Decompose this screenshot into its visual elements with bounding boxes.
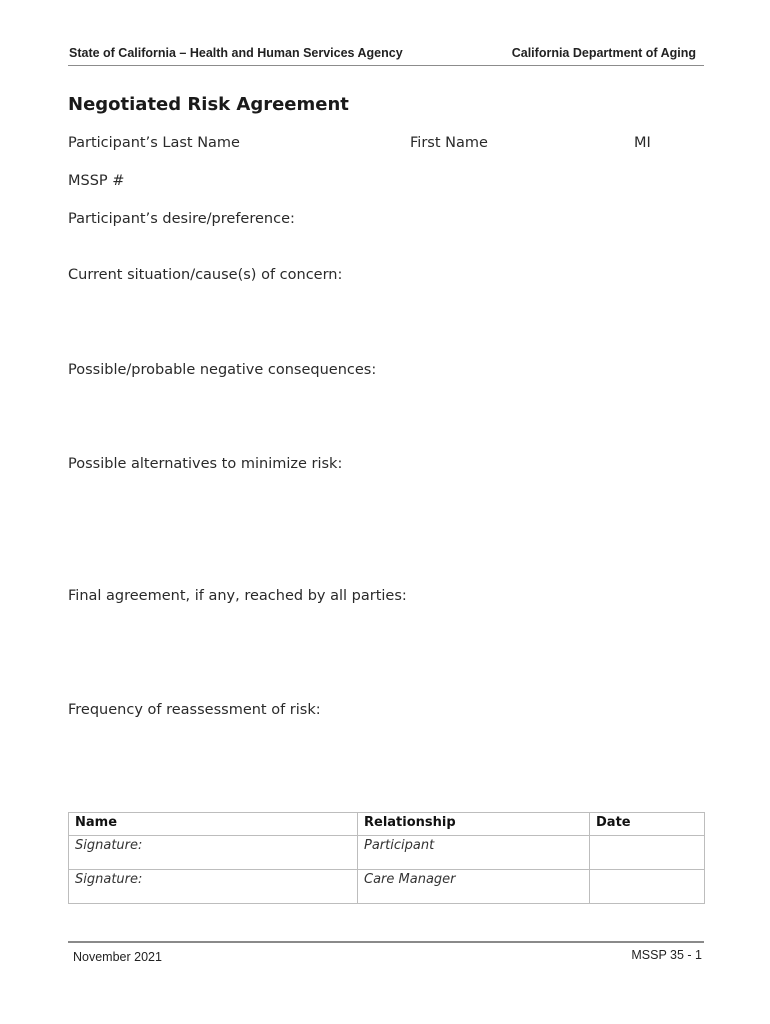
current-situation-label: Current situation/cause(s) of concern: (68, 267, 343, 283)
negative-consequences-label: Possible/probable negative consequences: (68, 362, 377, 378)
middle-initial-label: MI (634, 135, 651, 151)
page-header (68, 44, 704, 66)
table-row (69, 836, 705, 870)
page-footer (68, 941, 704, 964)
table-row (69, 870, 705, 904)
mssp-number-label: MSSP # (68, 173, 125, 189)
footer-form-number: MSSP 35 - 1 (631, 948, 702, 962)
column-header-date: Date (590, 813, 705, 836)
header-department: California Department of Aging (511, 46, 696, 60)
final-agreement-label: Final agreement, if any, reached by all parties: (68, 588, 407, 604)
footer-date: November 2021 (73, 950, 162, 964)
care-manager-relationship-cell: Care Manager (358, 870, 590, 904)
care-manager-date-cell[interactable] (590, 870, 705, 904)
first-name-label: First Name (410, 135, 488, 151)
reassessment-frequency-label: Frequency of reassessment of risk: (68, 702, 321, 718)
form-title: Negotiated Risk Agreement (68, 94, 349, 115)
signature-table (68, 812, 705, 904)
care-manager-signature-cell[interactable]: Signature: (69, 870, 358, 904)
last-name-label: Participant’s Last Name (68, 135, 240, 151)
column-header-relationship: Relationship (358, 813, 590, 836)
participant-relationship-cell: Participant (358, 836, 590, 870)
desire-preference-label: Participant’s desire/preference: (68, 211, 295, 227)
column-header-name: Name (69, 813, 358, 836)
alternatives-label: Possible alternatives to minimize risk: (68, 456, 343, 472)
header-agency: State of California – Health and Human Services Agency (69, 46, 403, 60)
participant-signature-cell[interactable]: Signature: (69, 836, 358, 870)
table-header-row (69, 813, 705, 836)
participant-date-cell[interactable] (590, 836, 705, 870)
